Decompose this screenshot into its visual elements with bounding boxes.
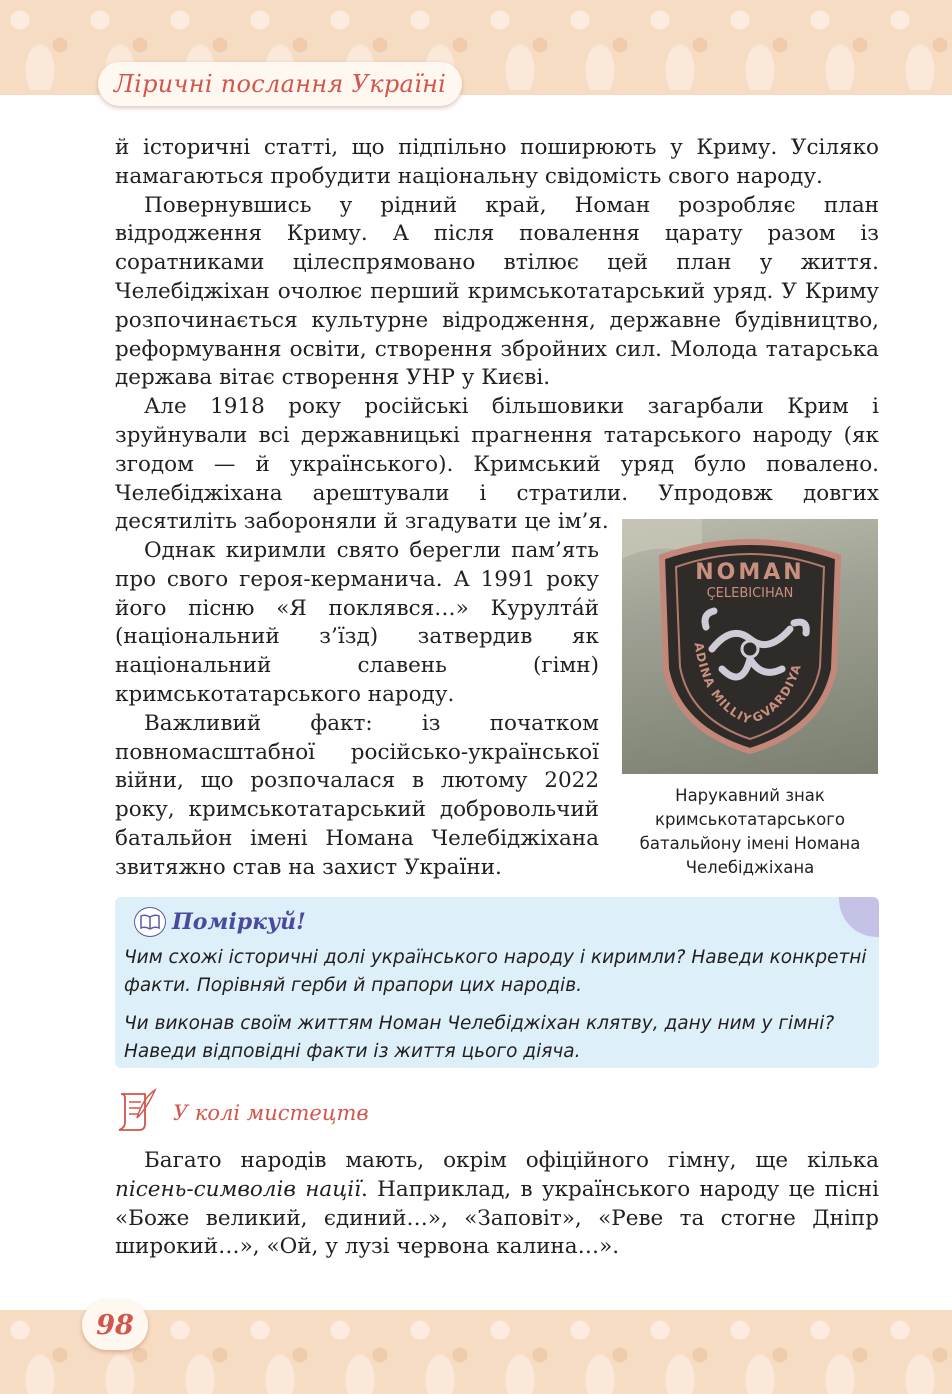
patch-photo	[622, 519, 878, 774]
paragraph-4: Однак киримли свято берегли пам’ять про свого героя-керманича. А 1991 року його пісню «Я поклявся…» Курулта́й (національний з’їзд) затвердив як національний славень (гімн) кримськотатарського народу.	[115, 538, 599, 707]
decor-corner-circle	[839, 897, 879, 937]
patch-sub-text: ÇELEBICIHAN	[706, 586, 794, 601]
art-title: У колі мистецтв	[173, 1101, 369, 1125]
think-header	[134, 907, 306, 937]
page-number-badge	[82, 1300, 148, 1350]
section-title: Ліричні послання Україні	[113, 70, 447, 98]
art-text-end: . Наприклад, в українського народу це пісні «Боже великий, єдиний…», «Заповіт», «Реве та стогне Дніпр широкий…», «Ой, у лузі червона калина…».	[115, 1176, 879, 1260]
body-text-narrow	[115, 537, 599, 883]
question-item: Чим схожі історичні долі українського народу і киримли? Наведи конкретні факти. Порівняй герби й прапори цих народів.	[115, 944, 879, 1000]
paragraph-2: Повернувшись у рідний край, Номан розробляє план відродження Криму. А після повалення царату разом із соратниками цілеспрямовано втілює цей план у життя. Челебіджіхан очолює перший кримськотатарський уряд. У Криму розпочинається культурне відродження, державне будівництво, реформування освіти, створення збройних сил. Молода татарська держава вітає створення УНР у Києві.	[115, 192, 879, 391]
paragraph-3: Але 1918 року російські більшовики загарбали Крим і зруйнували всі державницькі прагнення татарського народу (як згодом — й українського). Кримський уряд було повалено. Челебіджіхана арештували і стратили. Упродовж довгих десятиліть забороняли й згадувати це ім’я.	[115, 394, 879, 535]
think-title: Поміркуй!	[172, 909, 306, 935]
patch-top-text: NOMAN	[695, 560, 805, 585]
caption-line-3: батальйону імені Номана	[639, 834, 861, 853]
art-text-emphasis: пісень-символів нації	[115, 1176, 361, 1202]
art-paragraph	[115, 1147, 879, 1262]
patch-image	[622, 519, 878, 774]
question-list	[115, 944, 879, 1068]
caption-line-1: Нарукавний знак	[675, 786, 825, 805]
section-header	[98, 62, 462, 106]
art-text	[115, 1147, 879, 1262]
page-number: 98	[96, 1309, 134, 1341]
caption-line-2: кримськотатарського	[654, 810, 845, 829]
patch-arc-text: ADINA MILLIY GVARDIYA	[691, 641, 805, 727]
quill-scroll-icon	[115, 1088, 159, 1138]
art-text-start: Багато народів мають, окрім офіційного гімну, ще кілька	[144, 1148, 879, 1173]
paragraph-5: Важливий факт: із початком повномасштабної російсько-української війни, що розпочалася в лютому 2022 року, кримськотатарський добровольчий батальйон імені Номана Челебіджіхана звитяжно став на захист України.	[115, 710, 599, 880]
paragraph-1: й історичні статті, що підпільно поширюють у Криму. Усіляко намагаються пробудити національну свідомість свого народу.	[115, 135, 879, 189]
art-header	[115, 1088, 369, 1138]
book-icon	[134, 907, 166, 937]
body-text-top	[115, 134, 879, 537]
think-box	[115, 897, 879, 1068]
photo-caption	[622, 784, 878, 880]
question-item: Чи виконав своїм життям Номан Челебіджіхан клятву, дану ним у гімні? Наведи відповідні факти із життя цього діяча.	[115, 1010, 879, 1066]
caption-line-4: Челебіджіхана	[685, 858, 815, 877]
